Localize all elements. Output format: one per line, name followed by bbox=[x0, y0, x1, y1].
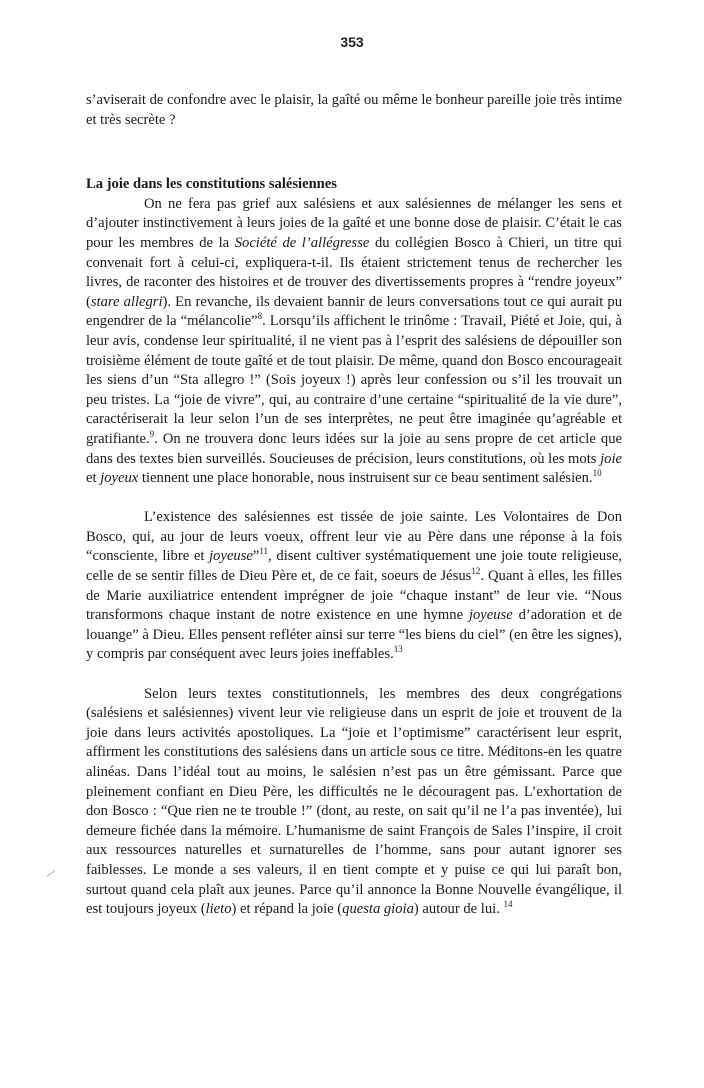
paragraph-3-text: ) et répand la joie ( bbox=[231, 901, 343, 918]
italic-term: joie bbox=[600, 450, 622, 467]
paragraph-1-text: et bbox=[86, 470, 101, 487]
paragraph-2 bbox=[86, 508, 622, 665]
paragraph-1-text: tiennent une place honorable, nous instruisent sur ce beau sentiment salésien. bbox=[138, 470, 593, 487]
italic-term: questa gioia bbox=[342, 901, 414, 918]
paragraph-1-text: ). En revanche, ils devaient bannir de leurs conversations tout ce qui aurait pu engendrer de la “mélancolie” bbox=[86, 293, 622, 330]
paragraph-3-text: ) autour de lui. bbox=[413, 901, 504, 918]
body-text bbox=[86, 91, 622, 920]
continuation-paragraph: s’aviserait de confondre avec le plaisir, la gaîté ou même le bonheur pareille joie très intime et très secrète ? bbox=[86, 92, 622, 128]
paragraph-1 bbox=[86, 195, 622, 489]
page-number: 353 bbox=[340, 34, 364, 50]
footnote-ref: 9 bbox=[149, 429, 155, 440]
paragraph-2-text: L’existence des salésiennes est tissée de joie sainte. Les Volontaires de Don Bosco, qui, au jour de leurs voeux, offrent leur vie au Père dans une réponse à la fois “consciente, libre et bbox=[86, 509, 622, 565]
footnote-ref: 10 bbox=[592, 468, 602, 479]
italic-term: joyeuse bbox=[468, 607, 513, 624]
footnote-ref: 13 bbox=[393, 644, 403, 655]
footnote-ref: 11 bbox=[259, 546, 269, 557]
italic-term: joyeux bbox=[100, 470, 139, 487]
paragraph-1-text: . Lorsqu’ils affichent le trinôme : Travail, Piété et Joie, qui, à leur avis, condense leur spiritualité, il ne vient pas à l’esprit des salésiens de dépouiller son troisième élément de toute gaîté et de tout plaisir. De même, quand don Bosco encourageait les siens d’un “Sta allegro !” (Sois joyeux !) après leur confession ou s’il les trouvait un peu tristes. La “joie de vivre”, qui, au contraire d’une certaine “spiritualité de la vie dure”, caractériserait la leur selon l’un de ses interprètes, ne peut être imaginée qu’agréable et gratifiante. bbox=[86, 313, 622, 447]
section-heading: La joie dans les constitutions salésiennes bbox=[86, 176, 337, 193]
paragraph-3 bbox=[86, 685, 622, 920]
footnote-ref: 12 bbox=[471, 566, 481, 577]
italic-term: Société de l’allégresse bbox=[234, 234, 370, 251]
paragraph-2-text: , disent cultiver systématiquement une joie toute religieuse, celle de se sentir filles de Dieu Père et, de ce fait, soeurs de Jésus bbox=[86, 548, 622, 585]
paragraph-2-text: . Quant à elles, les filles de Marie auxiliatrice entendent imprégner de joie “chaque instant” de leur vie. “Nous transformons chaque instant de notre existence en une hymne bbox=[86, 568, 622, 624]
footnote-ref: 8 bbox=[257, 311, 263, 322]
paragraph-2-text: ” bbox=[252, 548, 260, 565]
footnote-ref: 14 bbox=[503, 899, 513, 910]
paragraph-2-text: d’adoration et de louange” à Dieu. Elles pensent refléter ainsi sur terre “les biens du ciel” (en être les signes), y compris par conséquent avec leurs joies ineffables. bbox=[86, 607, 622, 663]
paragraph-3-text: Selon leurs textes constitutionnels, les membres des deux congrégations (salésiens et salésiennes) vivent leur vie religieuse dans un esprit de joie et trouvent de la joie dans leurs activités apostoliques. La “joie et l’optimisme” caractérisent leur esprit, affirment les constitutions des salésiens dans un article sous ce titre. Méditons-en les quatre alinéas. Dans l’idéal tout au moins, le salésien n’est pas un être gémissant. Parce que pleinement confiant en Dieu Père, les difficultés ne le découragent pas. L’exhortation de don Bosco : “Que rien ne te trouble !” (dont, au reste, on sait qu’il ne l’a pas inventée), lui demeure fichée dans la mémoire. L’humanisme de saint François de Sales l’inspire, il croit aux ressources naturelles et surnaturelles de l’homme, sans pour autant ignorer ses faiblesses. Le monde a ses valeurs, il en tient compte et y puise ce qui lui paraît bon, surtout quand cela plaît aux jeunes. Parce qu’il annonce la Bonne Nouvelle évangélique, il est toujours joyeux ( bbox=[86, 685, 622, 918]
paragraph-1-text: On ne fera pas grief aux salésiens et aux salésiennes de mélanger les sens et d’ajouter instinctivement à leurs joies de la gaîté et une bonne dose de plaisir. C’était le cas pour les membres de la bbox=[86, 195, 622, 251]
paragraph-1-text: . On ne trouvera donc leurs idées sur la joie au sens propre de cet article que dans des textes bien surveillés. Soucieuses de précision, leurs constitutions, où les mots bbox=[86, 430, 622, 467]
margin-pencil-mark bbox=[47, 870, 56, 877]
italic-term: stare allegri bbox=[90, 293, 163, 310]
italic-term: lieto bbox=[205, 901, 232, 918]
paragraph-1-text: du collégien Bosco à Chieri, un titre qui convenait fort à celui-ci, expliquera-t-il. Ils étaient strictement tenus de rechercher les livres, de raconter des histoires et de trouver des divertissements propres à “rendre joyeux” ( bbox=[86, 234, 622, 310]
italic-term: joyeuse bbox=[209, 548, 253, 565]
